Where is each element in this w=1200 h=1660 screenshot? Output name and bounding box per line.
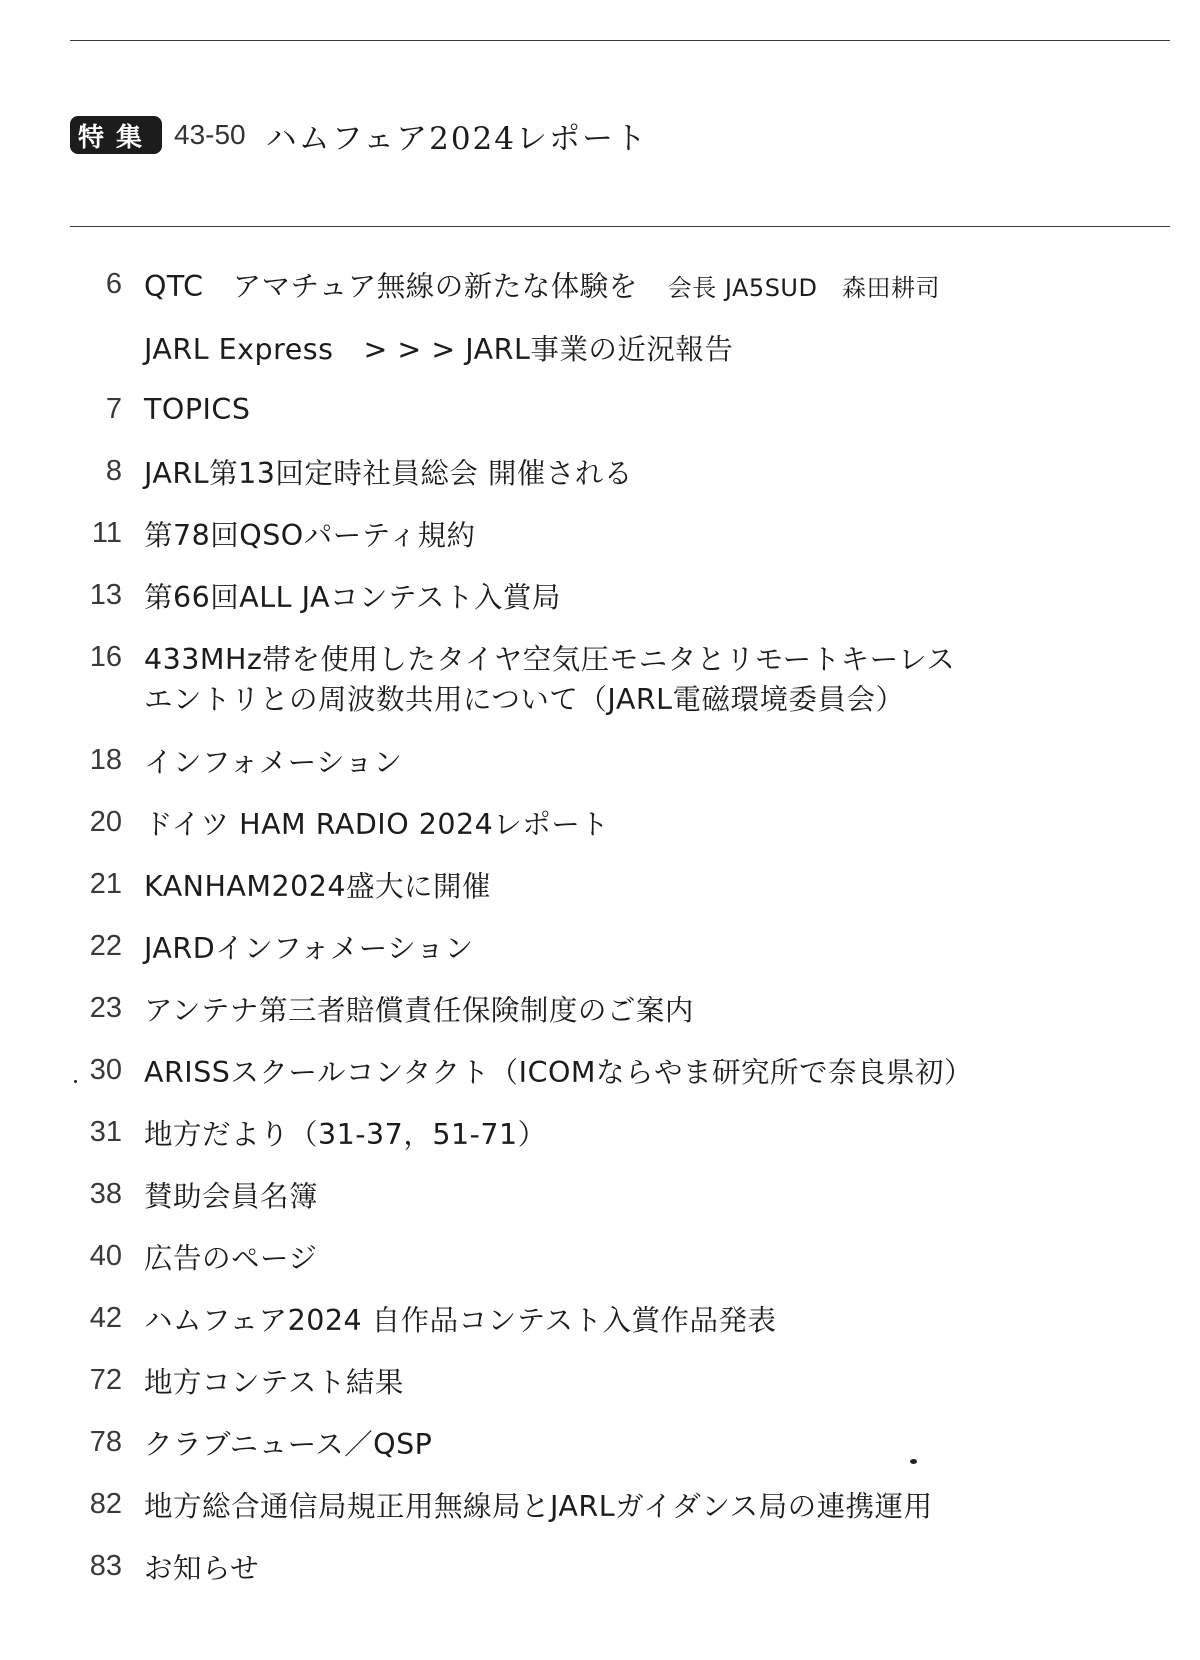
- toc-row: [0, 575, 1200, 615]
- toc-title: 第78回QSOパーティ規約: [144, 518, 476, 552]
- toc-row: [0, 1484, 1200, 1524]
- toc-row: [0, 1112, 1200, 1152]
- toc-row: [0, 327, 1200, 367]
- scan-speck: [910, 1459, 917, 1464]
- toc-title: ドイツ HAM RADIO 2024レポート: [144, 807, 610, 841]
- toc-title: ARISSスクールコンタクト（ICOMならやま研究所で奈良県初）: [144, 1055, 974, 1089]
- toc-page-number: 8: [105, 454, 122, 487]
- toc-row: [0, 1546, 1200, 1586]
- toc-page-number: 13: [89, 578, 122, 611]
- toc-row: [0, 864, 1200, 904]
- scan-speck: [74, 1080, 77, 1083]
- toc-page-number: 22: [89, 929, 122, 962]
- toc-title: JARDインフォメーション: [144, 931, 474, 965]
- toc-row: [0, 451, 1200, 491]
- toc-title: 433MHz帯を使用したタイヤ空気圧モニタとリモートキーレス: [144, 642, 956, 676]
- toc-author: 会長 JA5SUD 森田耕司: [667, 273, 940, 302]
- toc-title: KANHAM2024盛大に開催: [144, 869, 492, 903]
- feature-badge: 特集: [70, 116, 162, 154]
- toc-row: [0, 264, 1200, 304]
- toc-row: [0, 988, 1200, 1028]
- toc-title: 地方総合通信局規正用無線局とJARLガイダンス局の連携運用: [144, 1489, 933, 1523]
- feature-title: ハムフェア2024レポート: [265, 120, 648, 157]
- toc-title-subtext: > > > JARL事業の近況報告: [363, 332, 734, 366]
- toc-page-number: 31: [89, 1115, 122, 1148]
- toc-page-number: 82: [89, 1487, 122, 1520]
- toc-row: [0, 1422, 1200, 1462]
- toc-page-number: 11: [91, 516, 122, 549]
- toc-row: [0, 1360, 1200, 1400]
- toc-title: アンテナ第三者賠償責任保険制度のご案内: [144, 993, 694, 1027]
- toc-title: クラブニュース／QSP: [144, 1427, 433, 1461]
- toc-page-number: 72: [89, 1363, 122, 1396]
- toc-page-number: 83: [89, 1549, 122, 1582]
- toc-title: [144, 327, 733, 368]
- toc-title: [144, 264, 940, 305]
- toc-row: [0, 1236, 1200, 1276]
- toc-title: 地方だより（31-37，51-71）: [144, 1117, 547, 1151]
- toc-title-line2: エントリとの周波数共用について（JARL電磁環境委員会）: [144, 683, 905, 716]
- toc-title: ハムフェア2024 自作品コンテスト入賞作品発表: [144, 1303, 777, 1337]
- toc-page-number: 40: [89, 1239, 122, 1272]
- toc-row: [0, 802, 1200, 842]
- toc-page-number: 7: [105, 392, 122, 425]
- toc-page-number: 42: [89, 1301, 122, 1334]
- toc-title: 広告のページ: [144, 1241, 318, 1275]
- toc-row: [0, 1298, 1200, 1338]
- toc-page-number: 20: [89, 805, 122, 838]
- toc-title: インフォメーション: [144, 745, 403, 779]
- feature-pages: 43-50: [174, 119, 246, 150]
- toc-title: 賛助会員名簿: [144, 1179, 319, 1213]
- toc-title: 第66回ALL JAコンテスト入賞局: [144, 580, 561, 614]
- toc-page-number: 23: [89, 991, 122, 1024]
- toc-title-text: JARL Express: [144, 332, 334, 366]
- toc-row: [0, 513, 1200, 553]
- toc-page-number: 21: [89, 867, 122, 900]
- toc-title: JARL第13回定時社員総会 開催される: [144, 456, 633, 490]
- toc-page-number: 16: [89, 640, 122, 673]
- toc-title: お知らせ: [144, 1551, 260, 1585]
- toc-title: TOPICS: [144, 392, 251, 426]
- toc-row: [0, 389, 1200, 429]
- toc-page-number: 30: [89, 1053, 122, 1086]
- toc-row: [0, 1174, 1200, 1214]
- toc-row: [0, 740, 1200, 780]
- toc-page-number: 18: [89, 743, 122, 776]
- toc-page-number: 6: [105, 267, 122, 300]
- toc-title-text: QTC アマチュア無線の新たな体験を: [144, 269, 638, 303]
- toc-title: 地方コンテスト結果: [144, 1365, 404, 1399]
- toc-row: [0, 1050, 1200, 1090]
- toc-row: [0, 926, 1200, 966]
- toc-page-number: 78: [89, 1425, 122, 1458]
- toc-row: [0, 637, 1200, 716]
- toc-page-number: 38: [89, 1177, 122, 1210]
